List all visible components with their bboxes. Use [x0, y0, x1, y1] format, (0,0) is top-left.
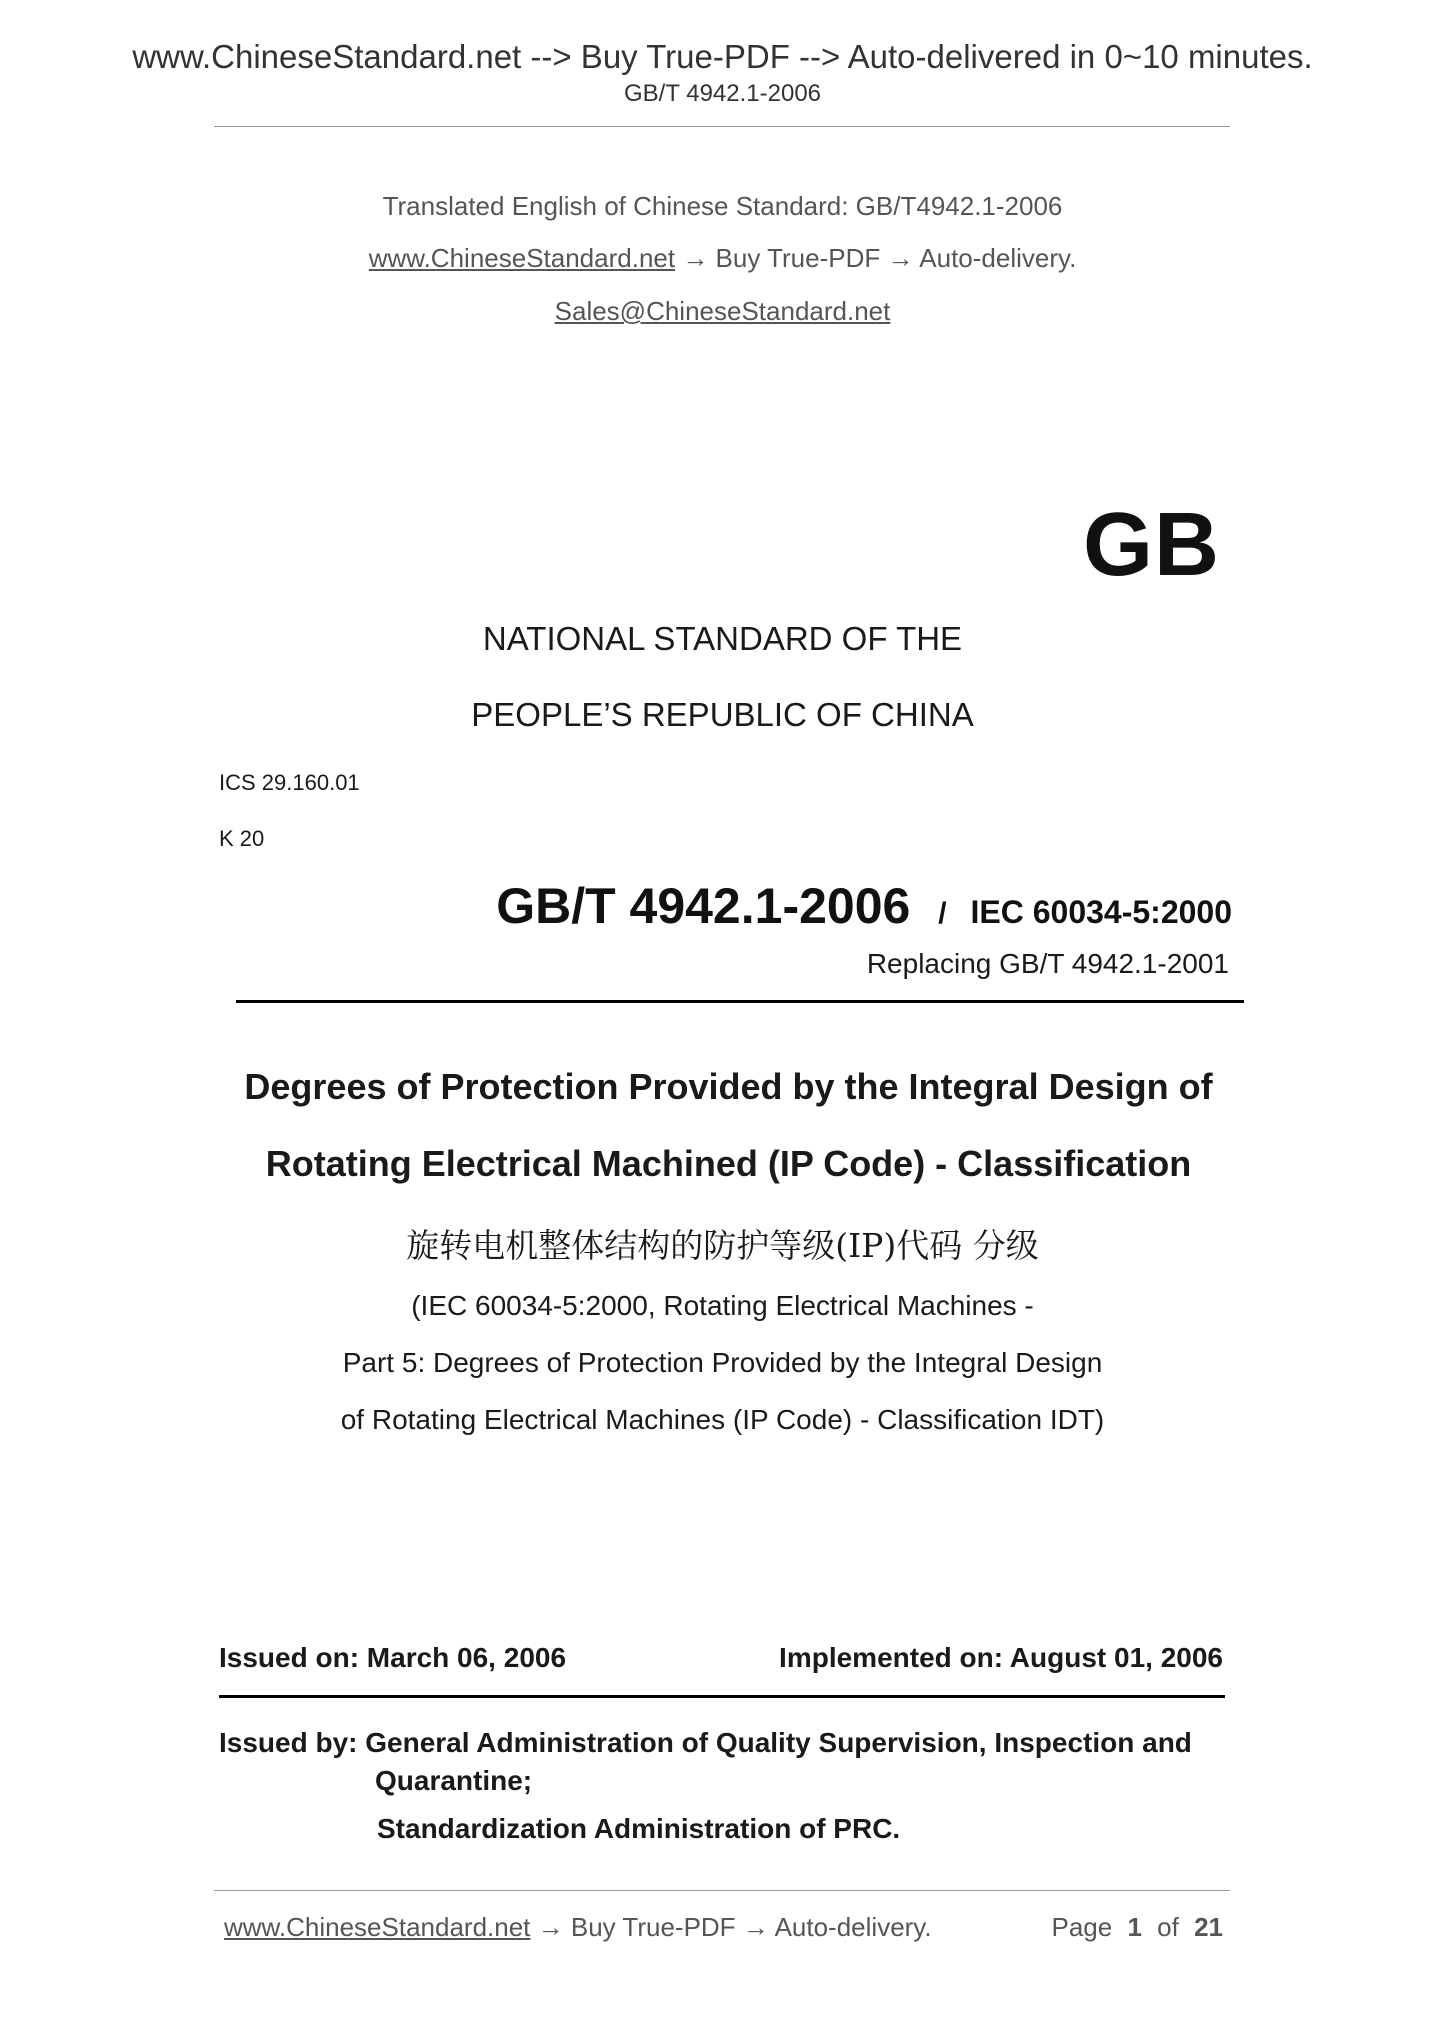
standard-separator: / — [938, 897, 947, 930]
email-link[interactable]: Sales@ChineseStandard.net — [554, 296, 891, 326]
translated-line: Translated English of Chinese Standard: GB/T4942.1-2006 — [382, 191, 1063, 221]
footer-buy-line — [224, 1912, 932, 1943]
intro-email-line — [0, 296, 1445, 327]
iec-title-line3: of Rotating Electrical Machines (IP Code) - Classification IDT) — [340, 1404, 1105, 1435]
issuer-line1: Issued by: General Administration of Quality Supervision, Inspection and — [219, 1727, 1192, 1758]
ics-code: ICS 29.160.01 — [219, 770, 360, 795]
header-doc-code: GB/T 4942.1-2006 — [623, 80, 822, 107]
iec-title-line1: (IEC 60034-5:2000, Rotating Electrical Machines - — [411, 1290, 1034, 1321]
page-label: Page — [1051, 1912, 1113, 1942]
issuer-line2: Quarantine; — [375, 1765, 533, 1796]
replacing-line: Replacing GB/T 4942.1-2001 — [866, 948, 1229, 979]
gb-logo: GB — [1083, 495, 1220, 595]
national-line2: PEOPLE’S REPUBLIC OF CHINA — [471, 696, 974, 733]
issuer-line3: Standardization Administration of PRC. — [377, 1813, 901, 1844]
page-of: of — [1157, 1912, 1179, 1942]
header-banner: www.ChineseStandard.net --> Buy True-PDF --> Auto-delivered in 0~10 minutes. — [132, 38, 1313, 75]
page-current: 1 — [1127, 1912, 1142, 1942]
standard-number-line — [496, 877, 1232, 935]
page-indicator — [1051, 1912, 1223, 1943]
page-total: 21 — [1194, 1912, 1223, 1942]
footer-divider — [214, 1890, 1230, 1891]
implemented-date: Implemented on: August 01, 2006 — [779, 1642, 1223, 1673]
intro-buy-line — [0, 243, 1445, 274]
intro-site-link[interactable]: www.ChineseStandard.net — [368, 243, 676, 273]
national-line1: NATIONAL STANDARD OF THE — [482, 620, 963, 657]
iec-number: IEC 60034-5:2000 — [970, 894, 1232, 930]
standard-number: GB/T 4942.1-2006 — [496, 878, 911, 934]
footer-site-link[interactable]: www.ChineseStandard.net — [224, 1912, 531, 1942]
title-chinese: 旋转电机整体结构的防护等级(IP)代码 分级 — [406, 1226, 1039, 1265]
ccs-code: K 20 — [219, 826, 265, 851]
dates-rule — [219, 1695, 1225, 1698]
intro-buy-text: → Buy True-PDF → Auto-delivery. — [675, 243, 1077, 273]
title-line2: Rotating Electrical Machined (IP Code) - Classification — [265, 1143, 1192, 1184]
issued-date: Issued on: March 06, 2006 — [219, 1642, 567, 1673]
standard-rule — [236, 1000, 1244, 1003]
header-divider — [214, 126, 1230, 127]
title-line1: Degrees of Protection Provided by the Integral Design of — [244, 1066, 1213, 1107]
footer-buy-text: → Buy True-PDF → Auto-delivery. — [530, 1912, 932, 1942]
iec-title-line2: Part 5: Degrees of Protection Provided by the Integral Design — [342, 1347, 1103, 1378]
